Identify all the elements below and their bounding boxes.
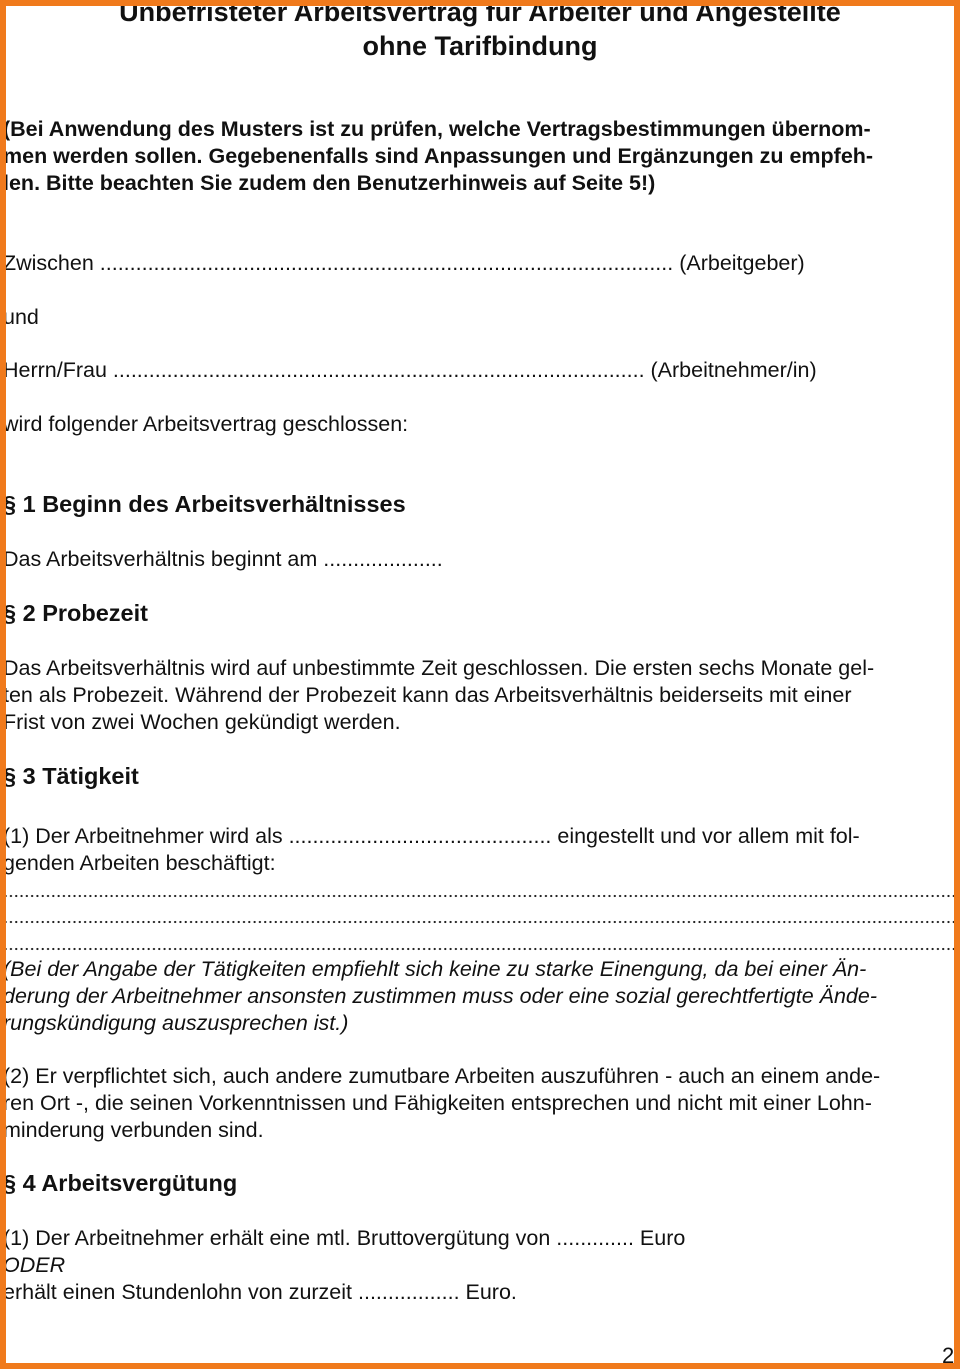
section-4-or-label: ODER — [3, 1253, 66, 1277]
section-2-line: Frist von zwei Wochen gekündigt werden. — [3, 710, 401, 734]
party-and-line: und — [3, 305, 39, 329]
section-3-para1-line: (1) Der Arbeitnehmer wird als ............................................ eingestellt und vor allem mit fol- — [3, 824, 860, 848]
document-title-line-1: Unbefristeter Arbeitsvertrag für Arbeiter und Angestellte — [119, 0, 841, 27]
usage-note-line: (Bei Anwendung des Musters ist zu prüfen, welche Vertragsbestimmungen übernom- — [3, 117, 871, 141]
section-3-para1-line: genden Arbeiten beschäftigt: — [3, 851, 276, 875]
usage-note-line: men werden sollen. Gegebenenfalls sind Anpassungen und Ergänzungen zu empfeh- — [3, 144, 874, 168]
usage-note-line: len. Bitte beachten Sie zudem den Benutzerhinweis auf Seite 5!) — [3, 171, 656, 195]
section-3-para2-line: minderung verbunden sind. — [3, 1118, 264, 1142]
party-employee-line: Herrn/Frau ......................................................................................... (Arbeitnehmer/in) — [3, 358, 817, 382]
section-3-para2-line: (2) Er verpflichtet sich, auch andere zumutbare Arbeiten auszuführen - auch an einem ande- — [3, 1064, 881, 1088]
page-number: 2 — [942, 1343, 955, 1368]
section-3-hint-line: derung der Arbeitnehmer ansonsten zustimmen muss oder eine sozial gerechtfertigte Ände- — [3, 984, 878, 1008]
section-1-heading: § 1 Beginn des Arbeitsverhältnisses — [3, 491, 406, 517]
document-title-line-2: ohne Tarifbindung — [362, 31, 598, 61]
section-2-line: ten als Probezeit. Während der Probezeit kann das Arbeitsverhältnis beiderseits mit einer — [3, 683, 852, 707]
party-employer-line: Zwischen ................................................................................................ (Arbeitgeber) — [3, 251, 805, 275]
contract-closing-line: wird folgender Arbeitsvertrag geschlossen: — [3, 412, 409, 436]
section-4-hourly-line: erhält einen Stundenlohn von zurzeit ................. Euro. — [3, 1280, 517, 1304]
section-4-salary-line: (1) Der Arbeitnehmer erhält eine mtl. Bruttovergütung von ............. Euro — [3, 1226, 686, 1250]
section-3-para2-line: ren Ort -, die seinen Vorkenntnissen und Fähigkeiten entsprechen und nicht mit einer Lohn- — [3, 1091, 872, 1115]
section-2-heading: § 2 Probezeit — [3, 600, 148, 626]
section-4-heading: § 4 Arbeitsvergütung — [3, 1170, 238, 1196]
section-3-hint-line: rungskündigung auszusprechen ist.) — [3, 1011, 349, 1035]
section-3-heading: § 3 Tätigkeit — [3, 763, 139, 789]
section-1-text: Das Arbeitsverhältnis beginnt am .................... — [3, 547, 443, 571]
section-2-line: Das Arbeitsverhältnis wird auf unbestimmte Zeit geschlossen. Die ersten sechs Monate gel- — [3, 656, 875, 680]
section-3-hint-line: (Bei der Angabe der Tätigkeiten empfiehlt sich keine zu starke Einengung, da bei einer Än- — [3, 957, 867, 981]
